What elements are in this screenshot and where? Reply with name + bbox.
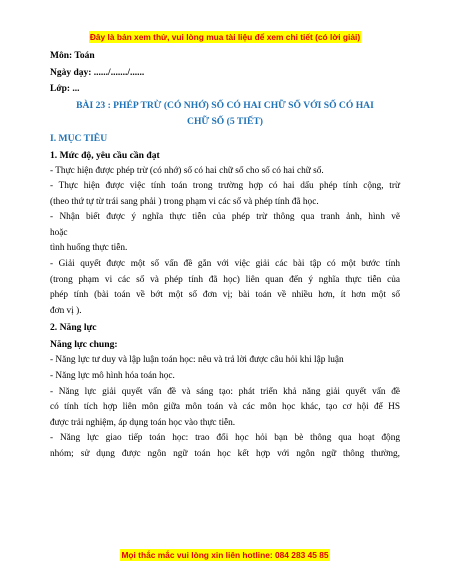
paragraph-line: có tính tích hợp liên môn giữa môn toán và các môn học khác, tạo cơ hội để HS — [50, 402, 400, 413]
paragraph-line: được trải nghiệm, áp dụng toán học vào thực tiễn. — [50, 417, 236, 428]
subject-line: Môn: Toán — [50, 51, 95, 61]
hotline-banner — [0, 545, 450, 563]
date-line: Ngày dạy: ....../......./...... — [50, 67, 145, 78]
preview-banner — [0, 27, 450, 45]
paragraph-line: hoặc — [50, 227, 68, 238]
lesson-title-line-2: CHỮ SỐ (5 TIẾT) — [187, 115, 263, 127]
section-heading-objectives: I. MỤC TIÊU — [50, 132, 108, 144]
subsection-heading-competencies: 2. Năng lực — [50, 322, 97, 334]
paragraph-line: - Thực hiện được phép trừ (có nhớ) số có hai chữ số cho số có hai chữ số. — [50, 165, 324, 176]
paragraph-line: - Nhận biết được ý nghĩa thực tiễn của phép trừ thông qua tranh ảnh, hình vẽ — [50, 212, 400, 223]
hotline-banner-text: Mọi thắc mắc vui lòng xin liên hotline: 084 283 45 85 — [121, 550, 329, 560]
lesson-title-line-1: BÀI 23 : PHÉP TRỪ (CÓ NHỚ) SỐ CÓ HAI CHỮ SỐ VỚI SỐ CÓ HAI — [76, 99, 374, 111]
paragraph-line: đơn vị ). — [50, 305, 82, 316]
paragraph-line: - Thực hiện được việc tính toán trong trường hợp có hai dấu phép tính cộng, trừ — [50, 181, 400, 192]
subsection-heading-requirements: 1. Mức độ, yêu cầu cần đạt — [50, 149, 160, 161]
paragraph-line: - Năng lực mô hình hóa toán học. — [50, 371, 175, 382]
paragraph-line: - Giải quyết được một số vấn đề gắn với việc giải các bài tập có một bước tính — [50, 259, 400, 270]
subsection-heading-general-competencies: Năng lực chung: — [50, 339, 118, 351]
preview-banner-text: Đây là bản xem thử, vui lòng mua tài liệu để xem chi tiết (có lời giải) — [89, 32, 361, 42]
class-line: Lớp: ... — [50, 84, 80, 94]
paragraph-line: - Năng lực tư duy và lập luận toán học: nêu và trả lời được câu hỏi khi lập luận — [50, 355, 344, 366]
paragraph-line: - Năng lực giải quyết vấn đề và sáng tạo: phát triển khả năng giải quyết vấn đề — [50, 386, 400, 397]
paragraph-line: phép tính (bài toán về bớt một số đơn vị; bài toán về nhiều hơn, ít hơn một số — [50, 290, 400, 301]
paragraph-line: tình huống thực tiễn. — [50, 243, 128, 254]
paragraph-line: - Năng lực giao tiếp toán học: trao đổi học hỏi bạn bè thông qua hoạt động — [50, 433, 400, 444]
paragraph-line: nhóm; sử dụng được ngôn ngữ toán học kết hợp với ngôn ngữ thông thường, — [50, 449, 400, 459]
paragraph-line: (trong phạm vi các số và phép tính đã học) liên quan đến ý nghĩa thực tiễn của — [50, 274, 400, 285]
lesson-content — [50, 48, 400, 463]
paragraph-line: (theo thứ tự từ trái sang phải ) trong phạm vi các số và phép tính đã học. — [50, 196, 319, 207]
